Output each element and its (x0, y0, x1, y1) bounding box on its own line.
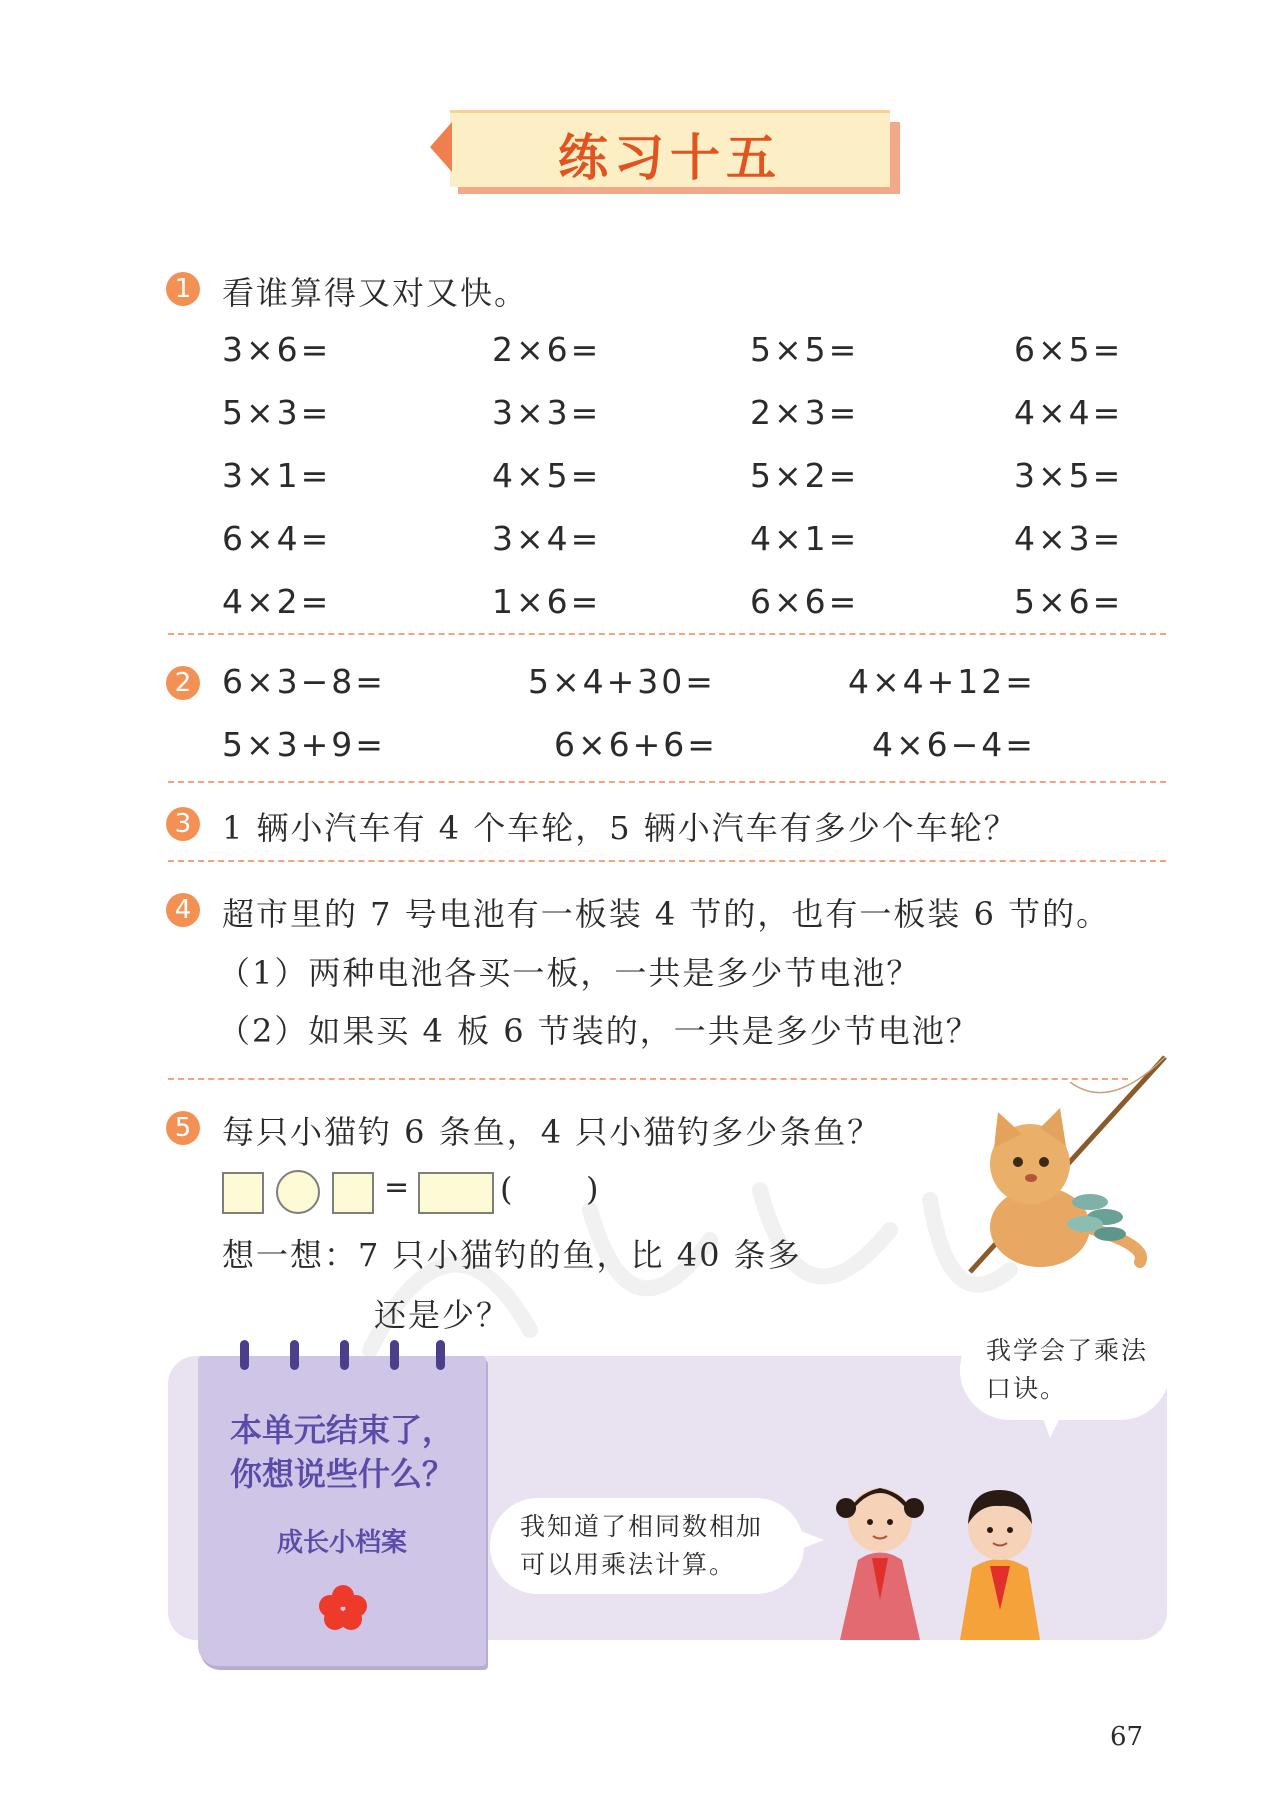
question-number-1: 1 (166, 272, 200, 306)
q1-cell: 3×1= (222, 456, 332, 495)
section-divider (168, 781, 1166, 783)
page-title: 练习十五 (558, 129, 782, 187)
q1-cell: 3×4= (492, 519, 602, 558)
q1-cell: 4×2= (222, 582, 332, 621)
notebook-ring (390, 1340, 399, 1370)
equals-sign: = (384, 1170, 413, 1205)
notebook-ring (290, 1340, 299, 1370)
notebook-subtitle: 成长小档案 (276, 1528, 407, 1558)
question-number-4: 4 (166, 893, 200, 927)
q4-text: 超市里的 7 号电池有一板装 4 节的，也有一板装 6 节的。 (222, 895, 1111, 933)
operator-circle[interactable] (276, 1170, 320, 1214)
speech-bubble-boy (960, 1320, 1170, 1420)
think-line-1: 想一想：7 只小猫钓的鱼，比 40 条多 (222, 1236, 802, 1274)
q3-text: 1 辆小汽车有 4 个车轮，5 辆小汽车有多少个车轮？ (222, 809, 1018, 847)
boy-figure (960, 1490, 1040, 1640)
q1-cell: 3×3= (492, 393, 602, 432)
girl-figure (836, 1488, 924, 1640)
children-illustration (820, 1450, 1080, 1640)
q1-cell: 2×6= (492, 330, 602, 369)
bubble-boy-line-1: 我学会了乘法 (986, 1336, 1149, 1365)
title-banner-tip (430, 122, 452, 172)
q1-cell: 4×3= (1014, 519, 1124, 558)
unit-paren-close: ) (586, 1170, 601, 1208)
question-number-5: 5 (166, 1111, 200, 1145)
q1-cell: 3×6= (222, 330, 332, 369)
notebook-ring (436, 1340, 445, 1370)
q1-cell: 3×5= (1014, 456, 1124, 495)
think-line-2: 还是少？ (374, 1296, 511, 1334)
q1-cell: 1×6= (492, 582, 602, 621)
q2-cell: 6×3−8= (222, 662, 386, 701)
q1-cell: 5×2= (750, 456, 860, 495)
q1-cell: 6×6= (750, 582, 860, 621)
q1-cell: 6×5= (1014, 330, 1124, 369)
q2-cell: 6×6+6= (554, 725, 718, 764)
question-number-3: 3 (166, 807, 200, 841)
growth-notebook (198, 1356, 486, 1666)
unit-paren-open: ( (500, 1170, 515, 1208)
page-number: 67 (1110, 1722, 1144, 1752)
q5-text: 每只小猫钓 6 条鱼，4 只小猫钓多少条鱼？ (222, 1113, 882, 1151)
bubble-girl-line-1: 我知道了相同数相加 (520, 1512, 764, 1541)
bubble-girl-line-2: 可以用乘法计算。 (520, 1550, 737, 1579)
answer-box[interactable] (222, 1172, 264, 1214)
notebook-ring (240, 1340, 249, 1370)
q4-subquestion-2: （2）如果买 4 板 6 节装的，一共是多少节电池？ (218, 1012, 980, 1050)
bubble-boy-line-2: 口诀。 (986, 1374, 1068, 1403)
q1-cell: 2×3= (750, 393, 860, 432)
q2-cell: 4×4+12= (848, 662, 1036, 701)
q1-prompt: 看谁算得又对又快。 (222, 274, 529, 312)
q1-cell: 5×6= (1014, 582, 1124, 621)
q1-cell: 4×1= (750, 519, 860, 558)
q1-cell: 5×3= (222, 393, 332, 432)
notebook-ring (340, 1340, 349, 1370)
q1-cell: 6×4= (222, 519, 332, 558)
q2-cell: 4×6−4= (872, 725, 1036, 764)
title-banner (440, 110, 900, 194)
question-number-2: 2 (166, 666, 200, 700)
q2-cell: 5×4+30= (528, 662, 716, 701)
speech-bubble-boy-tail (1040, 1410, 1064, 1438)
speech-bubble-girl (490, 1498, 804, 1594)
section-divider (168, 860, 1166, 862)
q2-cell: 5×3+9= (222, 725, 386, 764)
q4-subquestion-1: （1）两种电池各买一板，一共是多少节电池？ (218, 954, 921, 992)
flower-icon (318, 1584, 368, 1630)
watermark (330, 1150, 1030, 1370)
section-divider (168, 633, 1166, 635)
notebook-line-1: 本单元结束了， (229, 1411, 454, 1449)
q1-cell: 4×4= (1014, 393, 1124, 432)
q1-cell: 5×5= (750, 330, 860, 369)
notebook-line-2: 你想说些什么？ (229, 1455, 454, 1493)
q1-cell: 4×5= (492, 456, 602, 495)
